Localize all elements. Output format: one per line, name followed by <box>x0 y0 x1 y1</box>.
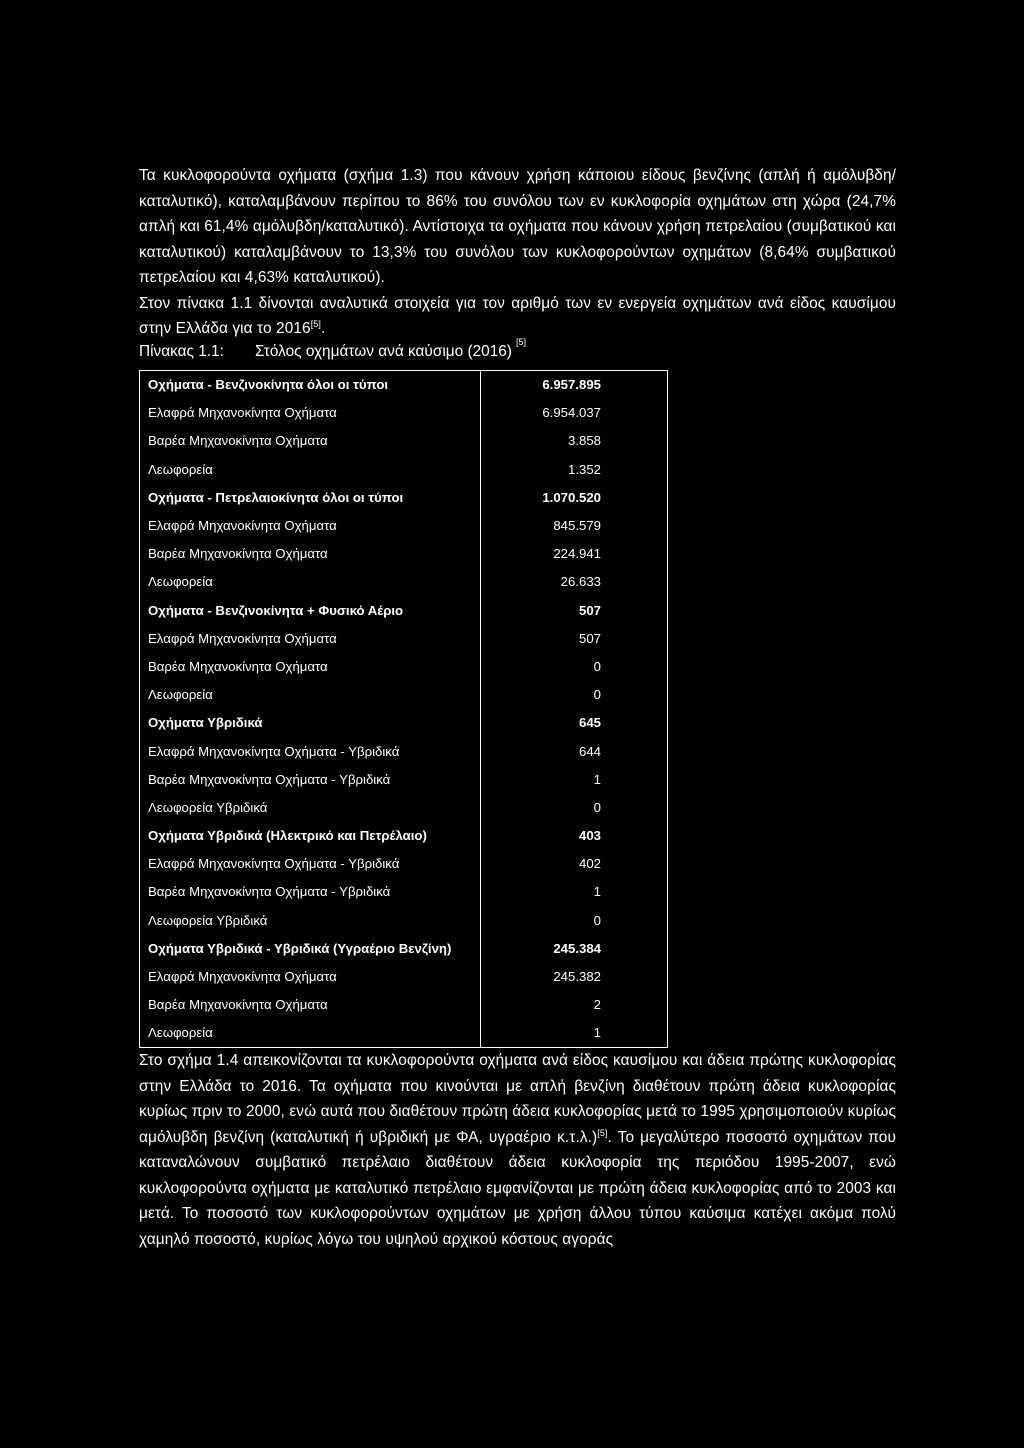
row-label: Βαρέα Μηχανοκίνητα Οχήματα <box>148 997 328 1013</box>
row-value: 644 <box>481 737 668 765</box>
table-row <box>140 427 668 455</box>
row-value: 245.382 <box>481 962 668 990</box>
row-value: 0 <box>481 681 668 709</box>
row-label: Λεωφορεία <box>148 574 213 590</box>
row-value: 245.384 <box>481 934 668 962</box>
table-row <box>140 991 668 1019</box>
table-row <box>140 765 668 793</box>
row-label: Λεωφορεία <box>148 687 213 703</box>
table-caption-title: Στόλος οχημάτων ανά καύσιμο (2016) <box>255 342 512 360</box>
row-label: Λεωφορεία Υβριδικά <box>148 799 268 815</box>
table-row <box>140 399 668 427</box>
row-value: 224.941 <box>481 540 668 568</box>
row-label: Ελαφρά Μηχανοκίνητα Οχήματα <box>148 405 337 421</box>
paragraph-table-intro-end: . <box>321 320 326 337</box>
table-row <box>140 850 668 878</box>
citation-ref: [5] <box>310 319 322 329</box>
row-value: 0 <box>481 652 668 680</box>
table-group-row <box>140 822 668 850</box>
document-page <box>139 163 896 1252</box>
row-label: Λεωφορεία <box>148 1025 213 1041</box>
table-row <box>140 906 668 934</box>
row-label: Ελαφρά Μηχανοκίνητα Οχήματα <box>148 518 337 534</box>
row-value: 1.352 <box>481 455 668 483</box>
row-label: Οχήματα Υβριδικά (Ηλεκτρικό και Πετρέλαιο) <box>148 828 427 844</box>
table-row <box>140 652 668 680</box>
table-caption <box>139 336 896 362</box>
row-label: Λεωφορεία Υβριδικά <box>148 912 268 928</box>
paragraph-table-intro-text: Στον πίνακα 1.1 δίνονται αναλυτικά στοιχεία για τον αριθμό των εν ενεργεία οχημάτων ανά είδος καυσίμου στην Ελλάδα για το 2016 <box>139 294 896 337</box>
paragraph-table-intro <box>139 291 896 342</box>
table-row <box>140 540 668 568</box>
row-value: 507 <box>481 624 668 652</box>
paragraph-figure-text-1: Στο σχήμα 1.4 απεικονίζονται τα κυκλοφορούντα οχήματα ανά είδος καυσίμου και άδεια πρώτης κυκλοφορίας στην Ελλάδα το 2016. Τα οχήματα που κινούνται με απλή βενζίνη διαθέτουν πρώτη άδεια κυκλοφορίας κυρίως πριν το 2000, ενώ αυτά που διαθέτουν πρώτη άδεια κυκλοφορίας μετά το 1995 χρησιμοποιούν κυρίως αμόλυβδη βενζίνη (καταλυτική ή υβριδική με ΦΑ, υγραέριο κ.τ.λ.) <box>139 1052 896 1146</box>
table-row <box>140 793 668 821</box>
row-value: 6.957.895 <box>481 370 668 399</box>
fleet-table-body <box>140 370 668 1048</box>
row-value: 845.579 <box>481 511 668 539</box>
row-value: 402 <box>481 850 668 878</box>
row-value: 403 <box>481 822 668 850</box>
row-value: 3.858 <box>481 427 668 455</box>
row-value: 1.070.520 <box>481 483 668 511</box>
row-label: Λεωφορεία <box>148 461 213 477</box>
row-value: 1 <box>481 765 668 793</box>
table-row <box>140 737 668 765</box>
row-value: 507 <box>481 596 668 624</box>
table-group-row <box>140 483 668 511</box>
row-label: Βαρέα Μηχανοκίνητα Οχήματα - Υβριδικά <box>148 884 391 900</box>
table-row <box>140 511 668 539</box>
paragraph-fuel-share: Τα κυκλοφορούντα οχήματα (σχήμα 1.3) που κάνουν χρήση κάποιου είδους βενζίνης (απλή ή αμόλυβδη/καταλυτικό), καταλαμβάνουν περίπου το 86% του συνόλου των εν κυκλοφορία οχημάτων στη χώρα (24,7% απλή και 61,4% αμόλυβδη/καταλυτικό). Αντίστοιχα τα οχήματα που κάνουν χρήση πετρελαίου (συμβατικού και καταλυτικού) καταλαμβάνουν το 13,3% του συνόλου των κυκλοφορούντων οχημάτων (8,64% συμβατικού πετρελαίου και 4,63% καταλυτικού). <box>139 167 896 286</box>
table-group-row <box>140 370 668 399</box>
row-label: Ελαφρά Μηχανοκίνητα Οχήματα <box>148 630 337 646</box>
row-value: 0 <box>481 793 668 821</box>
row-label: Ελαφρά Μηχανοκίνητα Οχήματα - Υβριδικά <box>148 743 400 759</box>
paragraph-figure-text-2: . Το μεγαλύτερο ποσοστό οχημάτων που καταναλώνουν συμβατικό πετρέλαιο διαθέτουν άδεια κυκλοφορία της περιόδου 1995-2007, ενώ κυκλοφορούντα οχήματα με καταλυτικό πετρέλαιο εμφανίζονται με πρώτη άδεια κυκλοφορίας από το 2003 και μετά. Το ποσοστό των κυκλοφορούντων οχημάτων με χρήση άλλου τύπου καύσιμα κατέχει ακόμα πολύ χαμηλό ποσοστό, κυρίως λόγω του υψηλού αρχικού κόστους αγοράς <box>139 1128 896 1248</box>
table-row <box>140 1019 668 1048</box>
row-label: Οχήματα Υβριδικά <box>148 715 263 731</box>
table-group-row <box>140 596 668 624</box>
row-label: Οχήματα - Πετρελαιοκίνητα όλοι οι τύποι <box>148 489 404 505</box>
table-caption-label: Πίνακας 1.1: <box>139 342 224 360</box>
table-row <box>140 568 668 596</box>
table-caption-ref: [5] <box>515 336 526 347</box>
row-label: Οχήματα - Βενζινοκίνητα όλοι οι τύποι <box>148 377 389 393</box>
row-label: Οχήματα Υβριδικά - Υβριδικά (Υγραέριο Βενζίνη) <box>148 940 452 956</box>
row-label: Οχήματα - Βενζινοκίνητα + Φυσικό Αέριο <box>148 602 404 618</box>
table-group-row <box>140 709 668 737</box>
row-label: Βαρέα Μηχανοκίνητα Οχήματα <box>148 546 328 562</box>
table-row <box>140 455 668 483</box>
table-row <box>140 878 668 906</box>
row-label: Βαρέα Μηχανοκίνητα Οχήματα <box>148 658 328 674</box>
row-value: 26.633 <box>481 568 668 596</box>
row-label: Ελαφρά Μηχανοκίνητα Οχήματα - Υβριδικά <box>148 856 400 872</box>
citation-ref: [5] <box>597 1127 608 1138</box>
table-row <box>140 962 668 990</box>
row-label: Βαρέα Μηχανοκίνητα Οχήματα - Υβριδικά <box>148 771 391 787</box>
row-value: 2 <box>481 991 668 1019</box>
row-label: Ελαφρά Μηχανοκίνητα Οχήματα <box>148 969 337 985</box>
row-value: 6.954.037 <box>481 399 668 427</box>
row-label: Βαρέα Μηχανοκίνητα Οχήματα <box>148 433 328 449</box>
table-row <box>140 624 668 652</box>
table-group-row <box>140 934 668 962</box>
fleet-table <box>139 370 668 1049</box>
table-row <box>140 681 668 709</box>
row-value: 1 <box>481 878 668 906</box>
row-value: 0 <box>481 906 668 934</box>
paragraph-figure-description <box>139 1048 896 1252</box>
row-value: 1 <box>481 1019 668 1048</box>
row-value: 645 <box>481 709 668 737</box>
